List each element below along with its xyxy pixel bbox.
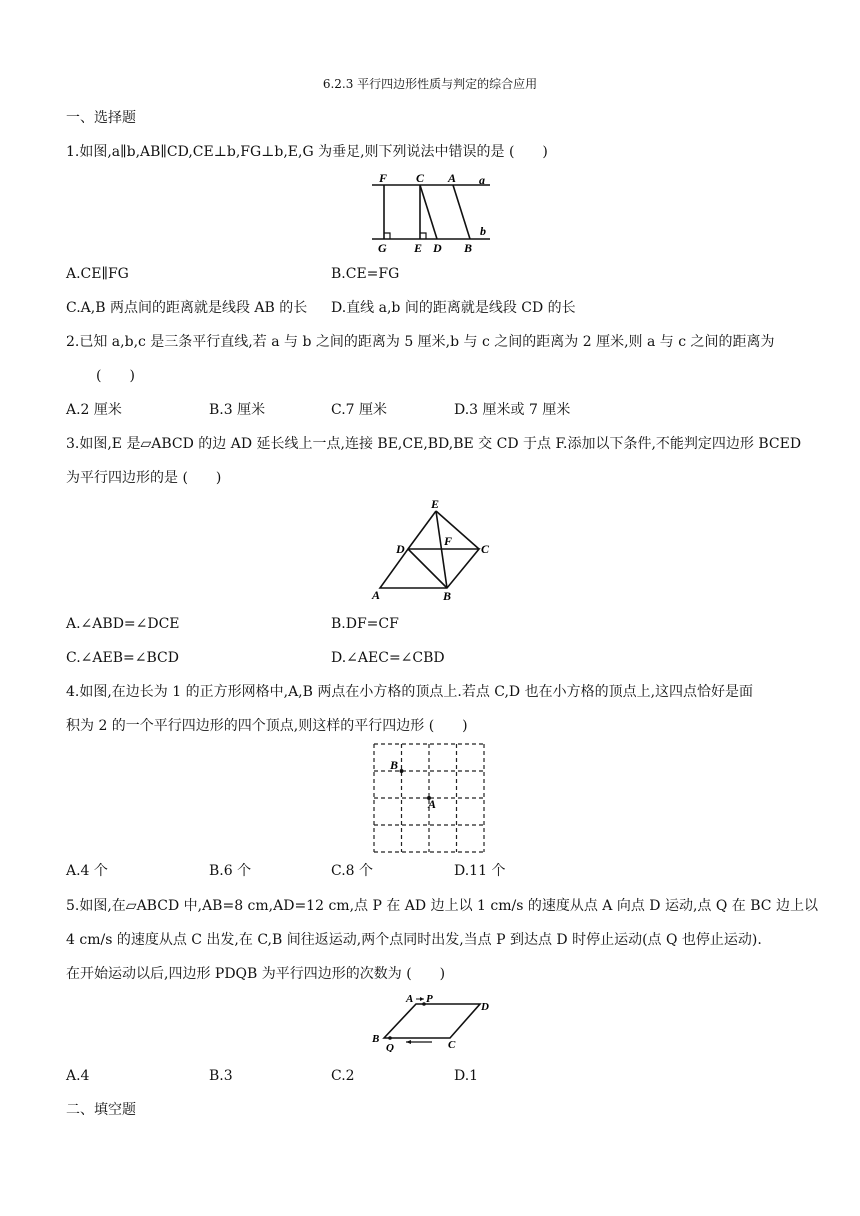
- label-d: D: [481, 1001, 489, 1013]
- q4-stem-line1: 4.如图,在边长为 1 的正方形网格中,A,B 两点在小方格的顶点上.若点 C,D 也在小方格的顶点上,这四点恰好是面: [66, 684, 754, 700]
- q1-figure: [366, 170, 496, 256]
- q3-option-d: D.∠AEC=∠CBD: [331, 650, 445, 666]
- label-c: C: [481, 542, 490, 556]
- arrow-q-head: [406, 1040, 411, 1044]
- point-q: [388, 1036, 392, 1040]
- parallelogram-abcd: [384, 1004, 480, 1038]
- arrow-p-head: [420, 997, 424, 1001]
- q3-option-b: B.DF=CF: [331, 616, 399, 632]
- q5-option-c: C.2: [331, 1068, 355, 1084]
- right-angle-g: [384, 233, 390, 239]
- label-d: D: [433, 241, 442, 255]
- q2-option-b: B.3 厘米: [209, 402, 266, 418]
- label-c: C: [448, 1039, 456, 1051]
- q5-option-a: A.4: [66, 1068, 90, 1084]
- q5-stem-line1: 5.如图,在▱ABCD 中,AB=8 cm,AD=12 cm,点 P 在 AD 边上以 1 cm/s 的速度从点 A 向点 D 运动,点 Q 在 BC 边上以: [66, 898, 818, 914]
- q4-grid-figure: [372, 742, 488, 854]
- q1-option-a: A.CE∥FG: [66, 266, 129, 282]
- q5-stem-line3: 在开始运动以后,四边形 PDQB 为平行四边形的次数为 ( ): [66, 966, 446, 982]
- q4-option-a: A.4 个: [66, 863, 108, 879]
- segment-ab: [453, 185, 470, 239]
- label-a: A: [406, 993, 414, 1005]
- q4-option-d: D.11 个: [454, 863, 506, 879]
- right-angle-e: [420, 233, 426, 239]
- q1-option-c: C.A,B 两点间的距离就是线段 AB 的长: [66, 300, 308, 316]
- label-line-a: a: [479, 173, 485, 187]
- q2-stem-line1: 2.已知 a,b,c 是三条平行直线,若 a 与 b 之间的距离为 5 厘米,b 与 c 之间的距离为 2 厘米,则 a 与 c 之间的距离为: [66, 334, 775, 350]
- label-a: A: [372, 588, 381, 602]
- parallelogram-abcd: [380, 549, 479, 588]
- segment-ce: [436, 511, 479, 549]
- label-d: D: [396, 542, 405, 556]
- q5-option-b: B.3: [209, 1068, 233, 1084]
- q5-option-d: D.1: [454, 1068, 479, 1084]
- q2-option-c: C.7 厘米: [331, 402, 388, 418]
- section-heading-choice: 一、选择题: [66, 110, 136, 126]
- label-e: E: [414, 241, 423, 255]
- q2-stem-line2: ( ): [96, 368, 135, 384]
- q1-stem: 1.如图,a∥b,AB∥CD,CE⊥b,FG⊥b,E,G 为垂足,则下列说法中错误的是 ( ): [66, 144, 548, 160]
- q4-option-c: C.8 个: [331, 863, 374, 879]
- label-g: G: [378, 241, 387, 255]
- q3-option-a: A.∠ABD=∠DCE: [66, 616, 180, 632]
- label-a: A: [448, 171, 457, 185]
- q5-stem-line2: 4 cm/s 的速度从点 C 出发,在 C,B 间往返运动,两个点同时出发,当点 P 到达点 D 时停止运动(点 Q 也停止运动).: [66, 932, 762, 948]
- q1-option-b: B.CE=FG: [331, 266, 400, 282]
- label-line-b: b: [480, 224, 486, 238]
- section-heading-fill: 二、填空题: [66, 1102, 136, 1118]
- label-b: B: [464, 241, 473, 255]
- q2-option-a: A.2 厘米: [66, 402, 122, 418]
- q3-option-c: C.∠AEB=∠BCD: [66, 650, 179, 666]
- q5-figure: [366, 990, 496, 1052]
- q1-option-d: D.直线 a,b 间的距离就是线段 CD 的长: [331, 300, 576, 316]
- label-b: B: [390, 758, 399, 772]
- q3-figure: [368, 496, 498, 604]
- label-p: P: [426, 993, 433, 1005]
- label-q: Q: [386, 1042, 394, 1052]
- point-b: [400, 769, 404, 773]
- label-f: F: [444, 534, 453, 548]
- label-b: B: [443, 589, 452, 603]
- q3-stem-line1: 3.如图,E 是▱ABCD 的边 AD 延长线上一点,连接 BE,CE,BD,BE 交 CD 于点 F.添加以下条件,不能判定四边形 BCED: [66, 436, 802, 452]
- label-c: C: [416, 171, 425, 185]
- segment-de: [408, 511, 436, 549]
- q4-stem-line2: 积为 2 的一个平行四边形的四个顶点,则这样的平行四边形 ( ): [66, 718, 468, 734]
- segment-bd: [408, 549, 447, 588]
- segment-cd: [420, 185, 437, 239]
- q2-option-d: D.3 厘米或 7 厘米: [454, 402, 571, 418]
- label-a: A: [428, 797, 437, 811]
- page-title: 6.2.3 平行四边形性质与判定的综合应用: [322, 77, 538, 91]
- label-b: B: [372, 1033, 380, 1045]
- label-e: E: [431, 497, 440, 511]
- q3-stem-line2: 为平行四边形的是 ( ): [66, 470, 222, 486]
- q4-option-b: B.6 个: [209, 863, 252, 879]
- label-f: F: [379, 171, 388, 185]
